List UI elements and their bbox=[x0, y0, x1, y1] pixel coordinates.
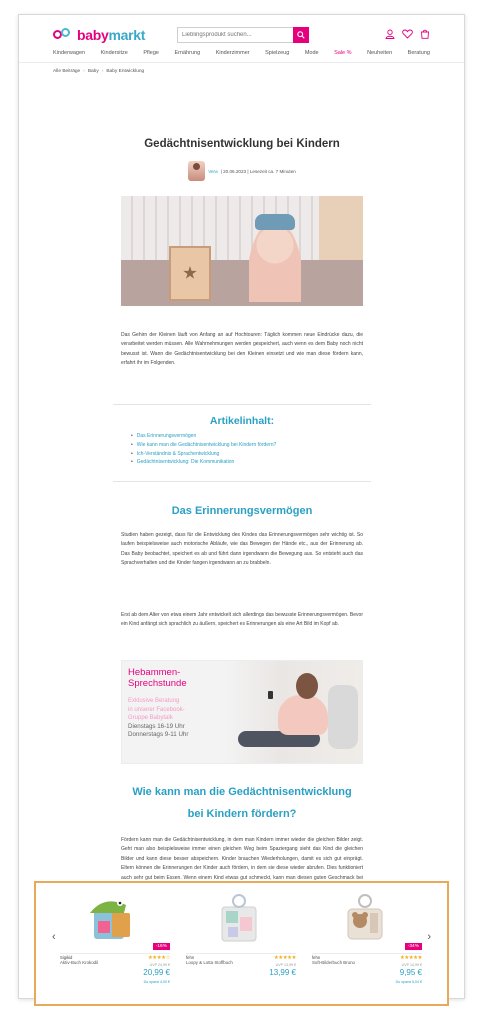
divider bbox=[113, 404, 371, 405]
toc-item[interactable]: • Wie kann man die Gedächtnisentwicklung bei Kindern fördern? bbox=[131, 441, 276, 450]
baby-figure bbox=[249, 226, 301, 302]
article-meta: | 20.06.2023 | Lesezeit ca. 7 Minuten bbox=[220, 168, 296, 174]
header-icons bbox=[385, 29, 430, 39]
nav-item-pflege[interactable]: Pflege bbox=[143, 50, 159, 56]
product-brand: fehn bbox=[186, 955, 195, 960]
carousel-prev-button[interactable]: ‹ bbox=[52, 931, 56, 943]
table-of-contents bbox=[131, 432, 276, 467]
author-avatar bbox=[188, 161, 205, 181]
toc-item[interactable]: • Ich-Verständnis & Sprachentwicklung bbox=[131, 450, 276, 459]
nav-item-kinderwagen[interactable]: Kinderwagen bbox=[53, 50, 86, 56]
product-uvp: UVP 13,99 € bbox=[275, 963, 296, 967]
carousel-next-button[interactable]: › bbox=[427, 931, 431, 943]
logo-text-markt: markt bbox=[108, 27, 146, 43]
logo-icon bbox=[53, 28, 75, 42]
rating-stars-icon: ★★★★★ bbox=[273, 955, 296, 961]
discount-badge: -34% bbox=[405, 943, 422, 950]
hero-image bbox=[121, 196, 363, 306]
product-name[interactable]: Soft-Bilderbuch Bruno bbox=[312, 960, 355, 965]
toc-title: Artikelinhalt: bbox=[209, 415, 275, 427]
nav-item-sale[interactable]: Sale % bbox=[334, 50, 352, 56]
search-icon bbox=[297, 31, 305, 39]
crocodile-book-image bbox=[84, 893, 142, 945]
nav-item-kindersitze[interactable]: Kindersitze bbox=[100, 50, 128, 56]
fabric-book-image bbox=[210, 893, 268, 945]
product-name[interactable]: Aktiv-Buch Krokodil bbox=[60, 960, 99, 965]
phone-icon bbox=[268, 691, 273, 699]
product-brand: fehn bbox=[312, 955, 321, 960]
rating-stars-icon: ★★★★★ bbox=[399, 955, 422, 961]
product-card[interactable] bbox=[60, 891, 170, 1001]
section-title-memory: Das Erinnerungsvermögen bbox=[171, 505, 313, 517]
promo-subtitle: Exklusive Beratung in unserer Facebook- Gruppe Babytalk bbox=[128, 698, 185, 722]
product-card[interactable] bbox=[186, 891, 296, 1001]
product-carousel bbox=[34, 881, 449, 1006]
breadcrumb bbox=[53, 69, 144, 74]
author-name[interactable]: Vera bbox=[208, 168, 218, 174]
nav-item-spielzeug[interactable]: Spielzeug bbox=[265, 50, 290, 56]
product-card[interactable] bbox=[312, 891, 422, 1001]
nav-item-neuheiten[interactable]: Neuheiten bbox=[367, 50, 393, 56]
midwife-promo-banner[interactable] bbox=[121, 660, 363, 764]
breadcrumb-item-baby[interactable]: Baby bbox=[87, 69, 99, 74]
user-icon[interactable] bbox=[385, 29, 395, 39]
divider bbox=[113, 481, 371, 482]
toc-item[interactable]: • Das Erinnerungsvermögen bbox=[131, 432, 276, 441]
logo-text-baby: baby bbox=[77, 27, 109, 43]
breadcrumb-separator: › bbox=[83, 69, 85, 74]
promo-title: Hebammen- Sprechstunde bbox=[128, 667, 187, 689]
nav-item-ernaehrung[interactable]: Ernährung bbox=[174, 50, 201, 56]
search-input[interactable] bbox=[177, 27, 293, 43]
pregnant-woman-image bbox=[226, 661, 362, 764]
section1-paragraph-1: Studien haben gezeigt, dass für die Entwicklung des Kindes das Erinnerungsvermögen sehr wichtig ist. So laufen beispielsweise auch motorische Abläufe, wie das Bewegen der Hände etc., aus der Erinnerung ab. Das Baby beobachtet, speichert es ab und führt dann irgendwann die Bewegung aus. So entsteht auch das Sprachverhalten und die Kinder fangen irgendwann an zu brabbeln. bbox=[121, 532, 363, 567]
breadcrumb-item-all-posts[interactable]: Alle Beiträge bbox=[53, 69, 81, 74]
product-savings: Du sparst 5,04 € bbox=[395, 980, 422, 984]
section1-paragraph-2: Erst ab dem Alter von etwa einem Jahr entwickelt sich allerdings das bewusste Erinnerungsvermögen. Bevor ein Kind anfängt sich sprachlich zu äußern, speichert es Erinnerungen als eine Art Bild im Kopf ab. bbox=[121, 612, 363, 628]
babymarkt-logo[interactable] bbox=[53, 27, 145, 43]
bear-book-image bbox=[336, 893, 394, 945]
nav-item-beratung[interactable]: Beratung bbox=[407, 50, 430, 56]
author-line bbox=[121, 161, 363, 181]
article-title: Gedächtnisentwicklung bei Kindern bbox=[144, 138, 340, 150]
product-price: 9,95 € bbox=[399, 968, 422, 977]
nav-item-kinderzimmer[interactable]: Kinderzimmer bbox=[215, 50, 250, 56]
product-price: 20,99 € bbox=[143, 968, 170, 977]
product-savings: Du sparst 4,00 € bbox=[143, 980, 170, 984]
section-title-promote-memory: Wie kann man die Gedächtnisentwicklung bei Kindern fördern? bbox=[132, 786, 352, 820]
product-uvp: UVP 24,99 € bbox=[149, 963, 170, 967]
cart-icon[interactable] bbox=[420, 29, 430, 39]
breadcrumb-item-baby-development[interactable]: Baby Entwicklung bbox=[106, 69, 145, 74]
product-uvp: UVP 14,99 € bbox=[401, 963, 422, 967]
site-header bbox=[19, 15, 464, 63]
rating-stars-icon: ★★★★☆ bbox=[147, 955, 170, 961]
search-button[interactable] bbox=[293, 27, 309, 43]
heart-icon[interactable] bbox=[402, 29, 413, 39]
toc-item[interactable]: • Gedächtnisentwicklung: Die Kommunikation bbox=[131, 458, 276, 467]
wooden-toy-cube bbox=[169, 246, 211, 301]
product-price: 13,99 € bbox=[269, 968, 296, 977]
breadcrumb-separator: › bbox=[101, 69, 104, 74]
nav-item-mode[interactable]: Mode bbox=[304, 50, 319, 56]
main-navigation bbox=[53, 50, 430, 56]
promo-times: Dienstags 16-19 Uhr Donnerstags 9-11 Uhr bbox=[128, 722, 189, 739]
article-page bbox=[18, 14, 465, 999]
intro-paragraph: Das Gehirn der Kleinen läuft von Anfang an auf Hochtouren: Täglich kommen neue Eindrücke dazu, die verarbeitet werden müssen. Alle Wahrnehmungen werden gespeichert, auch wenn es dem Baby noch nicht bewusst ist. Wann die Gedächtnisentwicklung bei den Kleinen einsetzt und wie man diese fördern kann, erfahrt ihr im Folgenden. bbox=[121, 332, 363, 367]
product-name[interactable]: Loopy & Lotta Stoffbuch bbox=[186, 960, 233, 965]
product-brand: Sigikid bbox=[60, 955, 73, 960]
section2-paragraph-1: Fördern kann man die Gedächtnisentwicklung, in dem man Kindern immer wieder die gleichen Bilder zeigt. Geht man also beispielsweise immer einen gleichen Weg beim Spaziergang sieht das Kind die gleichen Bilder und kann diese besser abspeichern. Kinder brauchen Wiederholungen, damit es sich gut einprägt. Eltern können die Erinnerungen der Kinder auch fördern, in dem sie diese wieder abrufen. Dies funktioniert auch sehr gut beim Essen. Wenn einem Kind etwas gut schmeckt, kann man diesen guten Geschmack bei bbox=[121, 837, 363, 881]
search-bar bbox=[177, 27, 309, 43]
discount-badge: -16% bbox=[153, 943, 170, 950]
